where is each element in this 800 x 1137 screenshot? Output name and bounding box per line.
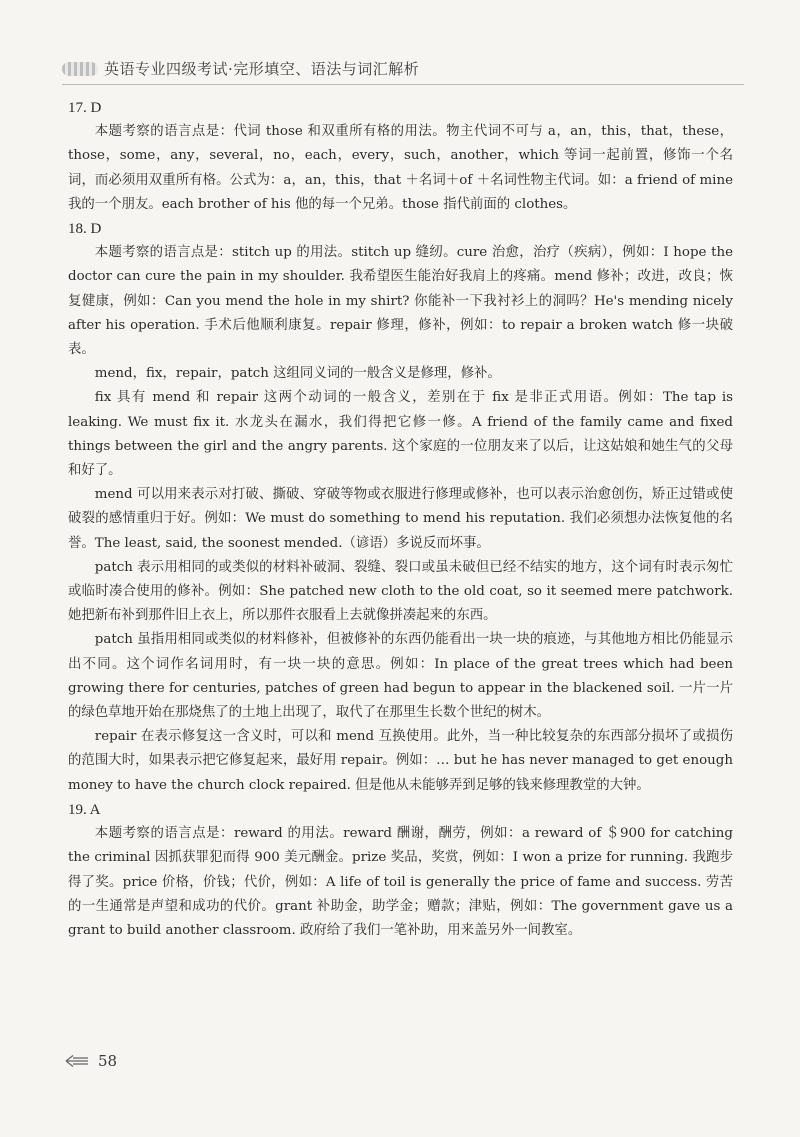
answer-18 xyxy=(68,217,733,798)
header-title: 英语专业四级考试·完形填空、语法与词汇解析 xyxy=(104,60,420,78)
header-ornament-icon xyxy=(62,62,98,76)
paragraph: 本题考察的语言点是：代词 those 和双重所有格的用法。物主代词不可与 a，an，this，that，these，those，some，any，several，no，each，every，such，another，which 等词一起前置，修饰一个名词，而必须用双重所有格。公式为：a，an，this，that ＋名词＋of ＋名词性物主代词。如：a friend of mine 我的一个朋友。each brother of his 他的每一个兄弟。those 指代前面的 clothes。 xyxy=(68,124,733,212)
paragraph: patch 虽指用相同或类似的材料修补，但被修补的东西仍能看出一块一块的痕迹，与其他地方相比仍能显示出不同。这个词作名词用时，有一块一块的意思。例如：In place of the great trees which had been growing there for centuries, patches of green had begun to appear in the blackened soil. 一片一片的绿色草地开始在那烧焦了的土地上出现了，取代了在那里生长数个世纪的树木。 xyxy=(68,632,733,721)
page-number: 58 xyxy=(98,1052,118,1070)
paragraph: mend 可以用来表示对打破、撕破、穿破等物或衣服进行修理或修补，也可以表示治愈创伤，矫正过错或使破裂的感情重归于好。例如：We must do something to mend his reputation. 我们必须想办法恢复他的名誉。The least, said, the soonest mended.（谚语）多说反而坏事。 xyxy=(68,487,733,551)
page-body xyxy=(68,96,733,943)
answer-number: 17. D xyxy=(68,100,102,116)
running-header xyxy=(62,58,419,79)
paragraph: patch 表示用相同的或类似的材料补破洞、裂缝、裂口或虽未破但已经不结实的地方，这个词有时表示匆忙或临时凑合使用的修补。例如：She patched new cloth to the old coat, so it seemed mere patchwork. 她把新布补到那件旧上衣上，所以那件衣服看上去就像拼凑起来的东西。 xyxy=(68,559,733,624)
paragraph: repair 在表示修复这一含义时，可以和 mend 互换使用。此外，当一种比较复杂的东西部分损坏了或损伤的范围大时，如果表示把它修复起来，最好用 repair。例如：… but he has never managed to get enough money to have the church clock repaired. 但是他从未能够弄到足够的钱来修理教堂的大钟。 xyxy=(68,729,733,793)
answer-17 xyxy=(68,96,733,217)
paragraph: fix 具有 mend 和 repair 这两个动词的一般含义，差别在于 fix 是非正式用语。例如：The tap is leaking. We must fix it. 水龙头在漏水，我们得把它修一修。A friend of the family came and fixed things between the girl and the angry parents. 这个家庭的一位朋友来了以后，让这姑娘和她生气的父母和好了。 xyxy=(68,390,733,479)
paragraph: 本题考察的语言点是：stitch up 的用法。stitch up 缝纫。cure 治愈，治疗（疾病），例如：I hope the doctor can cure the pain in my shoulder. 我希望医生能治好我肩上的疼痛。mend 修补；改进，改良；恢复健康，例如：Can you mend the hole in my shirt? 你能补一下我衬衫上的洞吗？He's mending nicely after his operation. 手术后他顺利康复。repair 修理，修补，例如：to repair a broken watch 修一块破表。 xyxy=(68,245,733,358)
header-divider xyxy=(62,84,744,85)
answer-number: 18. D xyxy=(68,221,102,238)
arrow-left-icon xyxy=(64,1054,90,1068)
paragraph: 本题考察的语言点是：reward 的用法。reward 酬谢，酬劳，例如：a reward of ＄900 for catching the criminal 因抓获罪犯而得 900 美元酬金。prize 奖品，奖赏，例如：I won a prize for running. 我跑步得了奖。price 价格，价钱；代价，例如：A life of toil is generally the price of fame and success. 劳苦的一生通常是声望和成功的代价。grant 补助金，助学金；赠款；津贴，例如：The government gave us a grant to build another classroom. 政府给了我们一笔补助，用来盖另外一间教室。 xyxy=(68,826,733,938)
page-footer xyxy=(64,1052,117,1070)
paragraph: mend，fix，repair，patch 这组同义词的一般含义是修理，修补。 xyxy=(94,366,501,382)
answer-19 xyxy=(68,798,733,943)
answer-number: 19. A xyxy=(68,801,101,818)
